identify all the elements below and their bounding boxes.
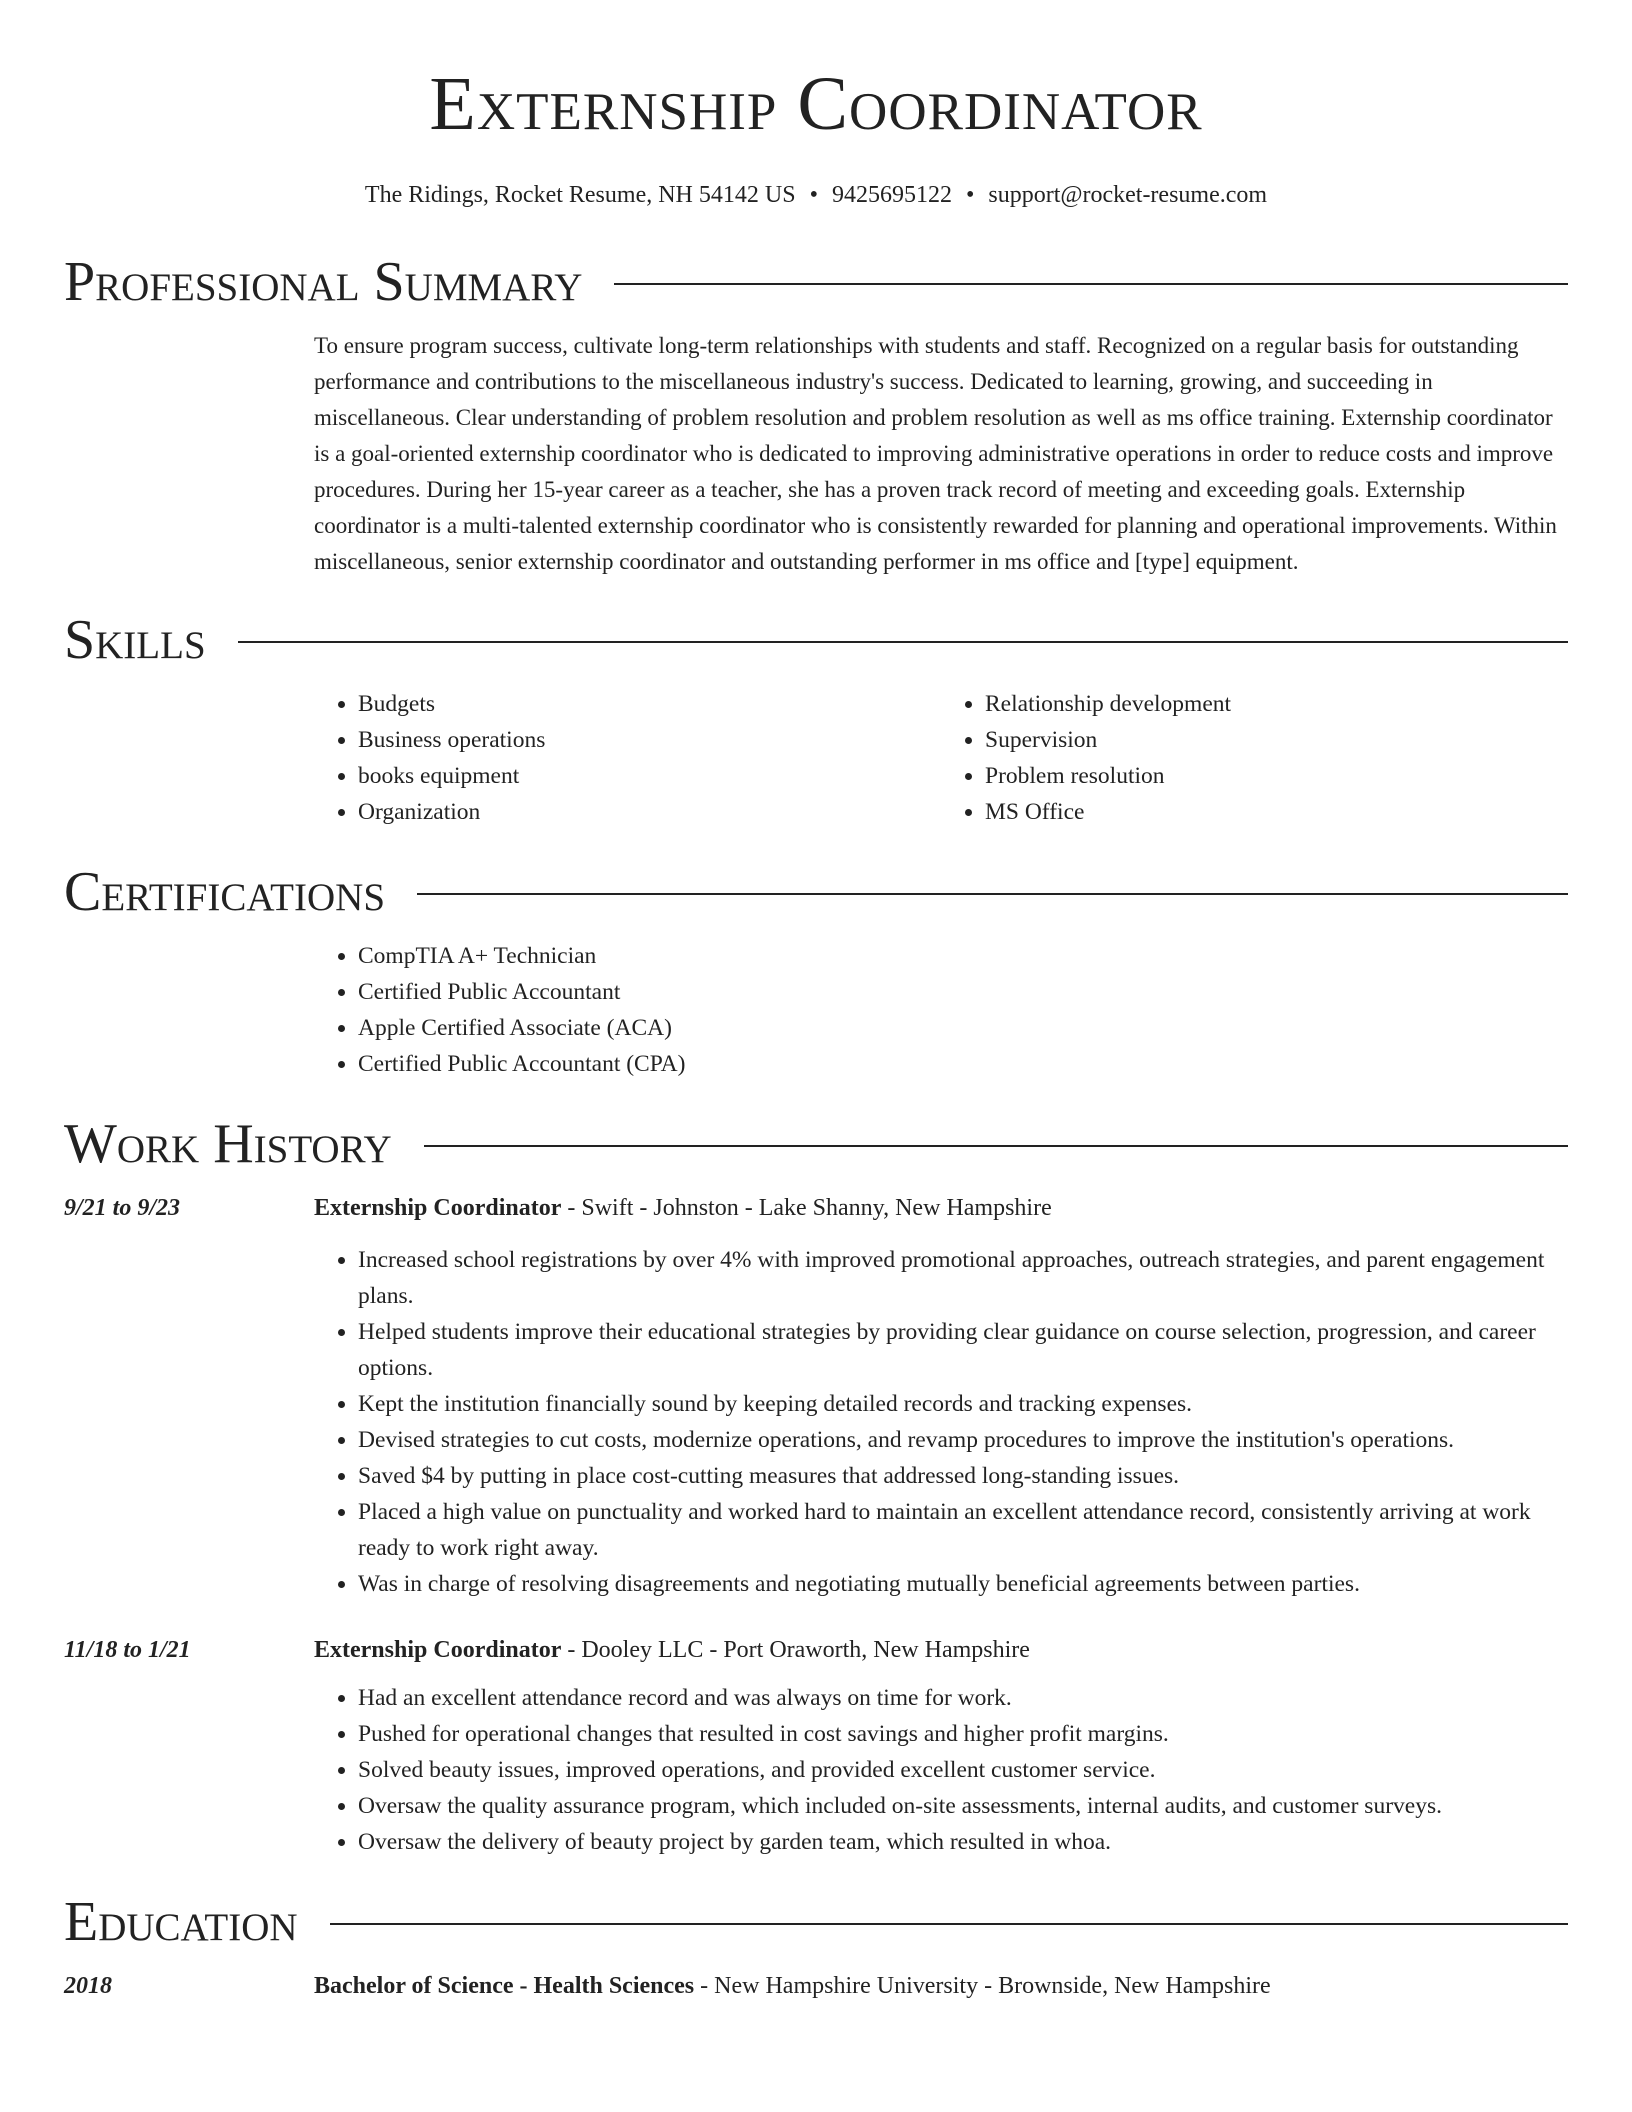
summary-section-title: Professional Summary (64, 251, 583, 313)
job-bullet: • Kept the institution financially sound by keeping detailed records and tracking expenses. (358, 1386, 1568, 1422)
job-entry (64, 1632, 1568, 1860)
skills-section-header (64, 608, 1568, 672)
job-title: Externship Coordinator (314, 1195, 562, 1221)
education-year: 2018 (64, 1973, 112, 1999)
job-bullet: • Devised strategies to cut costs, modernize operations, and revamp procedures to improve the institution's operations. (358, 1422, 1568, 1458)
summary-text: To ensure program success, cultivate long-term relationships with students and staff. Recognized on a regular basis for outstanding performance and contributions to the miscellaneous industry's success. Dedicated to learning, growing, and succeeding in miscellaneous. Clear understanding of problem resolution and problem resolution as well as ms office training. Externship coordinator is a goal-oriented externship coordinator who is dedicated to improving administrative operations in order to reduce costs and improve procedures. During her 15-year career as a teacher, she has a proven track record of meeting and exceeding goals. Externship coordinator is a multi-talented externship coordinator who is consistently rewarded for planning and operational improvements. Within miscellaneous, senior externship coordinator and outstanding performer in ms office and [type] equipment. (314, 333, 1557, 574)
job-dates: 11/18 to 1/21 (64, 1637, 191, 1663)
skill-item: • Supervision (985, 722, 1568, 758)
skills-column-right (941, 686, 1568, 830)
contact-address: The Ridings, Rocket Resume, NH 54142 US (364, 182, 796, 208)
certification-item: • Apple Certified Associate (ACA) (358, 1010, 1568, 1046)
skill-item: • Budgets (358, 686, 941, 722)
job-heading (314, 1190, 1568, 1226)
contact-email: support@rocket-resume.com (988, 182, 1268, 208)
skills-list (314, 686, 1568, 830)
education-details: - New Hampshire University - Brownside, New Hampshire (694, 1973, 1271, 1999)
work-section-header (64, 1112, 1568, 1176)
job-bullet: • Placed a high value on punctuality and worked hard to maintain an excellent attendance record, consistently arriving at work ready to work right away. (358, 1494, 1568, 1566)
job-bullets (314, 1680, 1568, 1860)
job-main (314, 1632, 1568, 1860)
section-divider (238, 641, 1568, 643)
certifications-list (314, 938, 1568, 1082)
job-bullet: • Helped students improve their educational strategies by providing clear guidance on course selection, progression, and career options. (358, 1314, 1568, 1386)
certification-item: • Certified Public Accountant (CPA) (358, 1046, 1568, 1082)
job-details: - Dooley LLC - Port Oraworth, New Hampshire (561, 1637, 1030, 1663)
section-divider (417, 893, 1568, 895)
skill-item: • books equipment (358, 758, 941, 794)
job-main (314, 1190, 1568, 1602)
job-bullet: • Pushed for operational changes that resulted in cost savings and higher profit margins. (358, 1716, 1568, 1752)
job-bullet: • Was in charge of resolving disagreements and negotiating mutually beneficial agreements between parties. (358, 1566, 1568, 1602)
job-bullet: • Saved $4 by putting in place cost-cutting measures that addressed long-standing issues. (358, 1458, 1568, 1494)
section-divider (614, 283, 1568, 285)
job-heading (314, 1632, 1568, 1668)
skill-item: • Business operations (358, 722, 941, 758)
education-section-title: Education (64, 1891, 298, 1953)
contact-separator: • (965, 182, 975, 208)
education-section-header (64, 1890, 1568, 1954)
job-bullet: • Increased school registrations by over 4% with improved promotional approaches, outreach strategies, and parent engagement plans. (358, 1242, 1568, 1314)
skills-column-left (314, 686, 941, 830)
job-title: Externship Coordinator (314, 1637, 562, 1663)
skill-item: • Organization (358, 794, 941, 830)
contact-phone: 9425695122 (831, 182, 952, 208)
section-divider (424, 1145, 1568, 1147)
job-bullet: • Had an excellent attendance record and was always on time for work. (358, 1680, 1568, 1716)
education-entry (64, 1968, 1568, 2004)
job-bullets (314, 1242, 1568, 1602)
certifications-section-header (64, 860, 1568, 924)
summary-section-header (64, 250, 1568, 314)
work-section-title: Work History (64, 1113, 392, 1175)
skill-item: • Problem resolution (985, 758, 1568, 794)
contact-line (64, 180, 1568, 210)
skill-item: • Relationship development (985, 686, 1568, 722)
contact-separator: • (809, 182, 818, 208)
job-bullet: • Solved beauty issues, improved operations, and provided excellent customer service. (358, 1752, 1568, 1788)
certification-item: • Certified Public Accountant (358, 974, 1568, 1010)
job-details: - Swift - Johnston - Lake Shanny, New Hampshire (561, 1195, 1052, 1221)
certifications-section-title: Certifications (64, 861, 386, 923)
job-dates: 9/21 to 9/23 (64, 1195, 181, 1221)
job-bullet: • Oversaw the quality assurance program, which included on-site assessments, internal audits, and customer surveys. (358, 1788, 1568, 1824)
skills-section-title: Skills (64, 609, 206, 671)
certification-item: • CompTIA A+ Technician (358, 938, 1568, 974)
job-entry (64, 1190, 1568, 1602)
skill-item: • MS Office (985, 794, 1568, 830)
section-divider (330, 1923, 1568, 1925)
resume-name: Externship Coordinator (429, 62, 1203, 146)
education-line (314, 1968, 1568, 2004)
job-bullet: • Oversaw the delivery of beauty project by garden team, which resulted in whoa. (358, 1824, 1568, 1860)
education-degree: Bachelor of Science - Health Sciences (314, 1973, 695, 1999)
